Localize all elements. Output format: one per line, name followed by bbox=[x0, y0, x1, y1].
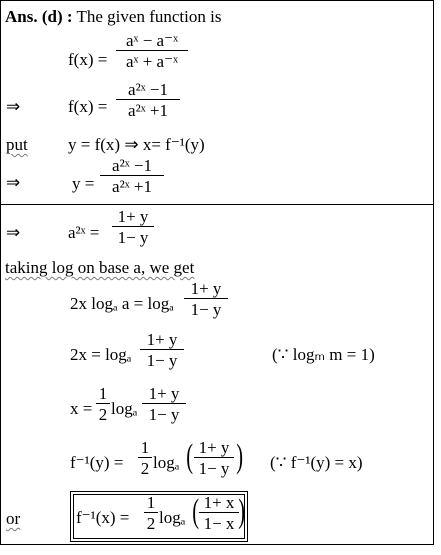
put-equation: y = f(x) ⇒ x= f⁻¹(y) bbox=[68, 135, 205, 154]
log4-numerator: 1+ y bbox=[198, 438, 230, 457]
half-numerator: 1 bbox=[98, 384, 108, 403]
y-label: y = bbox=[72, 174, 95, 193]
log3-half bbox=[96, 385, 110, 423]
half-numerator: 1 bbox=[140, 438, 150, 457]
f1-numerator: aˣ − a⁻ˣ bbox=[126, 31, 178, 50]
a2x-numerator: 1+ y bbox=[117, 207, 149, 226]
y-fraction bbox=[100, 157, 164, 195]
half-denominator: 2 bbox=[146, 514, 156, 533]
a2x-label: a²ˣ = bbox=[68, 223, 100, 242]
fraction-bar bbox=[142, 403, 186, 404]
log2-left: 2x = logₐ bbox=[70, 345, 132, 364]
put-word: put bbox=[6, 135, 28, 154]
or-word: or bbox=[6, 509, 21, 528]
f2-denominator: a²ˣ +1 bbox=[128, 101, 168, 120]
answer-heading bbox=[5, 8, 221, 25]
log4-note: (∵ f⁻¹(y) = x) bbox=[270, 453, 363, 472]
fraction-bar bbox=[96, 403, 110, 404]
left-paren: ( bbox=[186, 438, 194, 475]
log1-fraction bbox=[184, 280, 228, 318]
fraction-bar bbox=[116, 99, 180, 100]
log3-fraction bbox=[142, 385, 186, 423]
log5-fraction bbox=[199, 494, 239, 532]
y-numerator: a²ˣ −1 bbox=[112, 156, 152, 175]
log1-numerator: 1+ y bbox=[190, 279, 222, 298]
implies-arrow-2: ⇒ bbox=[6, 173, 21, 192]
log5-numerator: 1+ x bbox=[203, 493, 235, 512]
log4-left: f⁻¹(y) = bbox=[70, 453, 124, 472]
log3-log: logₐ bbox=[111, 399, 138, 418]
implies-arrow-1: ⇒ bbox=[6, 97, 21, 116]
log5-log: logₐ bbox=[159, 508, 186, 527]
log4-half bbox=[138, 439, 152, 477]
y-denominator: a²ˣ +1 bbox=[112, 177, 152, 196]
log5-half bbox=[144, 494, 158, 532]
a2x-denominator: 1− y bbox=[117, 228, 149, 247]
left-paren: ( bbox=[192, 493, 200, 530]
fraction-bar bbox=[199, 512, 239, 513]
a2x-fraction bbox=[112, 208, 154, 246]
f2-fraction bbox=[116, 81, 180, 119]
right-paren: ) bbox=[236, 438, 244, 475]
log1-denominator: 1− y bbox=[190, 300, 222, 319]
log4-denominator: 1− y bbox=[198, 459, 230, 478]
half-denominator: 2 bbox=[140, 459, 150, 478]
f1-fraction bbox=[116, 32, 188, 70]
log2-note: (∵ logₘ m = 1) bbox=[272, 345, 375, 364]
log5-denominator: 1− x bbox=[203, 514, 235, 533]
right-paren: ) bbox=[238, 493, 246, 530]
upper-cell bbox=[0, 0, 434, 205]
taking-log-label: taking log on base a, we get bbox=[5, 258, 195, 277]
log3-denominator: 1− y bbox=[148, 405, 180, 424]
log2-denominator: 1− y bbox=[146, 351, 178, 370]
log4-log: logₐ bbox=[153, 453, 180, 472]
fraction-bar bbox=[112, 226, 154, 227]
log2-fraction bbox=[140, 331, 184, 369]
taking-log-text bbox=[5, 259, 194, 276]
f1-label: f(x) = bbox=[68, 50, 108, 69]
half-numerator: 1 bbox=[146, 493, 156, 512]
f2-numerator: a²ˣ −1 bbox=[128, 80, 168, 99]
fraction-bar bbox=[116, 50, 188, 51]
fraction-bar bbox=[144, 512, 158, 513]
log5-left: f⁻¹(x) = bbox=[76, 508, 130, 527]
fraction-bar bbox=[140, 349, 184, 350]
heading-text: The given function is bbox=[76, 7, 222, 26]
fraction-bar bbox=[184, 298, 228, 299]
log1-left: 2x logₐ a = logₐ bbox=[70, 294, 174, 313]
log4-fraction bbox=[194, 439, 234, 477]
f1-denominator: aˣ + a⁻ˣ bbox=[126, 52, 178, 71]
f2-label: f(x) = bbox=[68, 97, 108, 116]
half-denominator: 2 bbox=[98, 405, 108, 424]
log2-numerator: 1+ y bbox=[146, 330, 178, 349]
fraction-bar bbox=[100, 175, 164, 176]
implies-arrow-3: ⇒ bbox=[6, 223, 21, 242]
answer-label: Ans. (d) : bbox=[5, 7, 73, 26]
fraction-bar bbox=[138, 457, 152, 458]
log3-numerator: 1+ y bbox=[148, 384, 180, 403]
fraction-bar bbox=[194, 457, 234, 458]
log3-left: x = bbox=[70, 399, 93, 418]
